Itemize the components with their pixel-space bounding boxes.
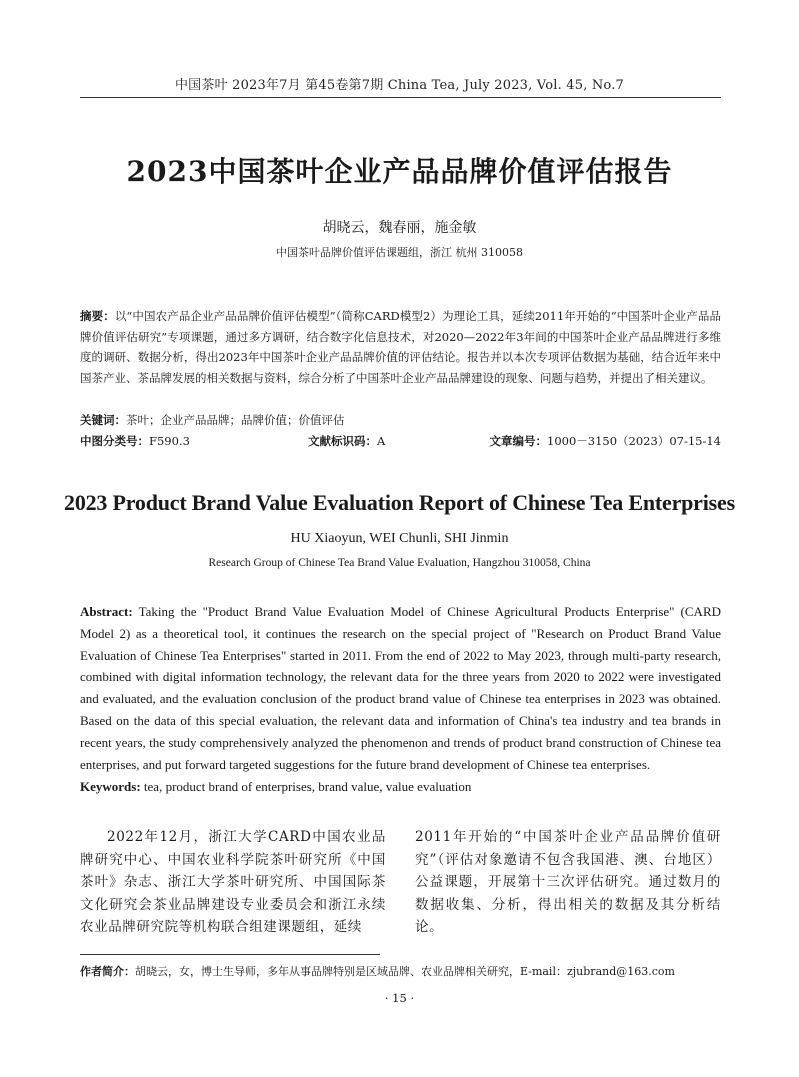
chinese-title: 2023中国茶叶企业产品品牌价值评估报告 bbox=[126, 155, 673, 188]
english-affiliation: Research Group of Chinese Tea Brand Value Evaluation, Hangzhou 310058, China bbox=[208, 557, 591, 569]
chinese-keywords bbox=[80, 412, 721, 428]
running-head: 中国茶叶 2023年7月 第45卷第7期 China Tea, July 2023, Vol. 45, No.7 bbox=[174, 78, 625, 93]
footnote-rule bbox=[80, 954, 380, 955]
english-abstract-text: Taking the "Product Brand Value Evaluation Model of Chinese Agricultural Products Enterprise" (CARD Model 2) as a theoretical tool, it continues the research on the special project of "Research on Product Brand Value Evaluation of Chinese Tea Enterprises" started in 2011. From the end of 2022 to May 2023, through multi-party research, combined with digital information technology, the relevant data for the three years from 2020 to 2022 were investigated and evaluated, and the evaluation conclusion of the product brand value of Chinese tea enterprises in 2023 was obtained. Based on the data of this special evaluation, the relevant data and information of China's tea industry and tea brands in recent years, the study comprehensively analyzed the phenomenon and trends of product brand construction of Chinese tea enterprises, and put forward targeted suggestions for the future brand development of Chinese tea enterprises. bbox=[80, 604, 722, 772]
article-number bbox=[490, 433, 721, 449]
body-left-column: 2022年12月，浙江大学CARD中国农业品牌研究中心、中国农业科学院茶叶研究所《中国茶叶》杂志、浙江大学茶叶研究所、中国国际茶文化研究会茶业品牌建设专业委员会和浙江永续农业品牌研究院等机构联合组建课题组，延续 bbox=[80, 829, 386, 936]
article-number-value: 1000－3150（2023）07-15-14 bbox=[547, 434, 721, 448]
chinese-keywords-label: 关键词： bbox=[80, 413, 126, 427]
english-authors: HU Xiaoyun, WEI Chunli, SHI Jinmin bbox=[290, 531, 509, 546]
chinese-keywords-text: 茶叶；企业产品品牌；品牌价值；价值评估 bbox=[126, 413, 345, 427]
page-number: · 15 · bbox=[384, 991, 415, 1005]
english-keywords-label: Keywords: bbox=[80, 779, 141, 794]
chinese-abstract bbox=[80, 306, 721, 388]
footnote-label: 作者简介： bbox=[80, 965, 135, 978]
english-abstract-label: Abstract: bbox=[80, 604, 133, 619]
english-keywords bbox=[80, 779, 721, 795]
classification-line bbox=[80, 433, 721, 451]
clc-label: 中图分类号： bbox=[80, 434, 149, 448]
body-right-column: 2011年开始的“中国茶叶企业产品品牌价值研究”（评估对象邀请不包含我国港、澳、台地区）公益课题，开展第十三次评估研究。通过数月的数据收集、分析，得出相关的数据及其分析结论。 bbox=[415, 829, 721, 936]
article-number-label: 文章编号： bbox=[489, 434, 548, 448]
footnote-text: 胡晓云，女，博士生导师，多年从事品牌特别是区域品牌、农业品牌相关研究，E-mail：zjubrand@163.com bbox=[135, 965, 675, 978]
chinese-abstract-text: 以“中国农产品企业产品品牌价值评估模型”（简称CARD模型2）为理论工具，延续2011年开始的“中国茶叶企业产品品牌价值评估研究”专项课题，通过多方调研，结合数字化信息技术，对2020—2022年3年间的中国茶叶企业产品品牌进行多维度的调研、数据分析，得出2023年中国茶叶企业产品品牌价值的评估结论。报告并以本次专项评估数据为基础，结合近年来中国茶产业、茶品牌发展的相关数据与资料，综合分析了中国茶叶企业产品品牌建设的现象、问题与趋势，并提出了相关建议。 bbox=[80, 309, 722, 385]
english-keywords-text: tea, product brand of enterprises, brand value, value evaluation bbox=[143, 779, 472, 794]
document-code-value: A bbox=[377, 434, 386, 448]
author-footnote bbox=[80, 963, 721, 979]
clc-value: F590.3 bbox=[149, 434, 190, 448]
clc-number bbox=[80, 433, 190, 449]
chinese-authors: 胡晓云，魏春丽，施金敏 bbox=[322, 220, 477, 236]
document-code bbox=[308, 433, 385, 449]
chinese-abstract-label: 摘要： bbox=[80, 309, 115, 323]
english-title: 2023 Product Brand Value Evaluation Report of Chinese Tea Enterprises bbox=[64, 490, 735, 515]
chinese-affiliation: 中国茶叶品牌价值评估课题组，浙江 杭州 310058 bbox=[276, 246, 523, 259]
english-abstract bbox=[80, 601, 721, 775]
document-code-label: 文献标识码： bbox=[308, 434, 377, 448]
header-rule bbox=[80, 97, 721, 98]
